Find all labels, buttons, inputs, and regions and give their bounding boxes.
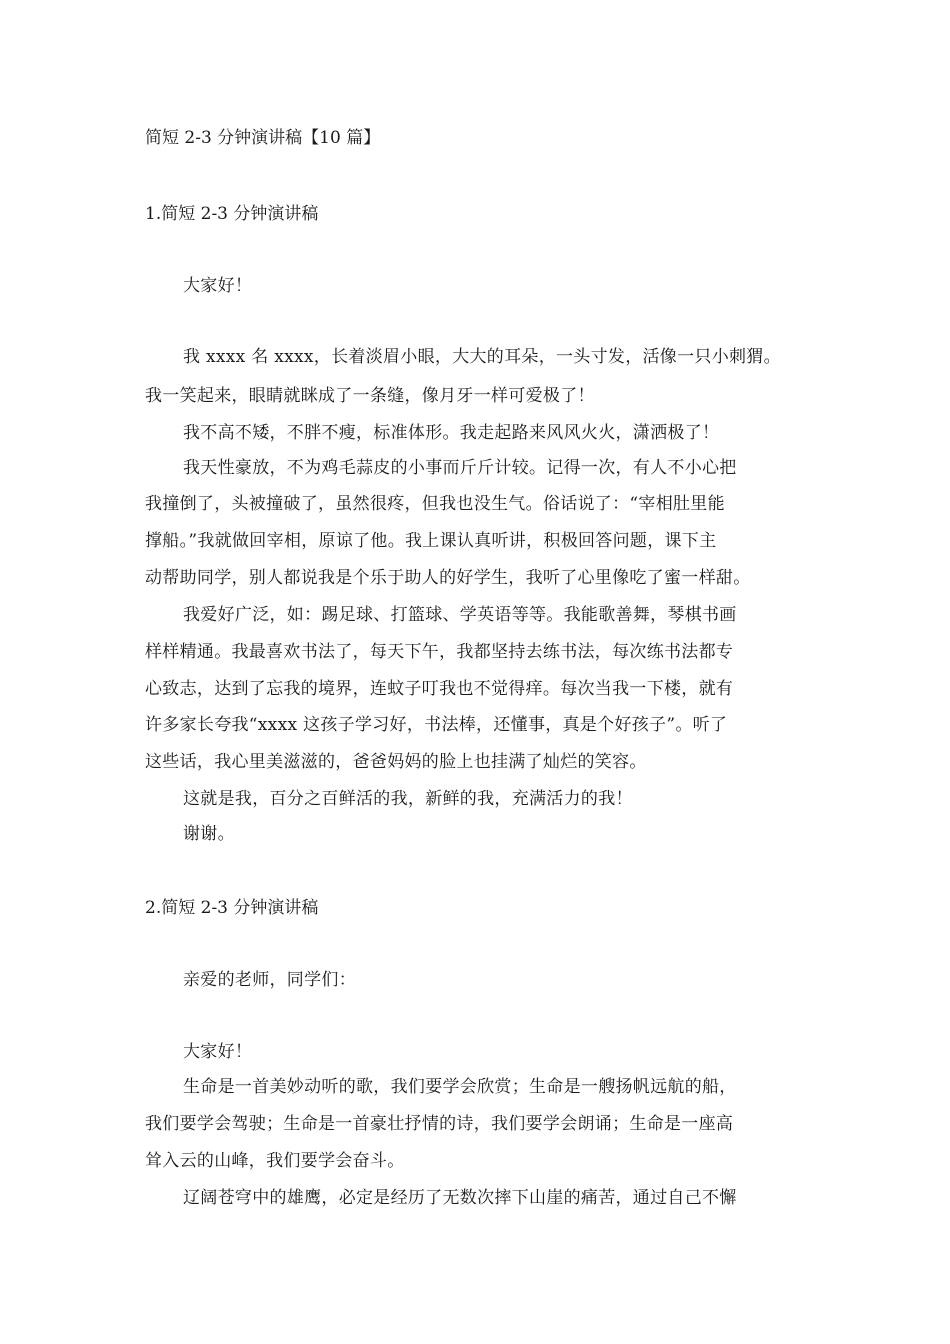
paragraph-line: 我天性豪放，不为鸡毛蒜皮的小事而斤斤计较。记得一次，有人不小心把 [183, 458, 737, 478]
paragraph-line: 大家好！ [183, 276, 253, 296]
document-title: 简短 2-3 分钟演讲稿【10 篇】 [145, 128, 381, 148]
paragraph-line: 我撞倒了，头被撞破了，虽然很疼，但我也没生气。俗话说了：“宰相肚里能 [145, 494, 725, 514]
paragraph-line: 动帮助同学，别人都说我是个乐于助人的好学生，我听了心里像吃了蜜一样甜。 [145, 568, 751, 588]
paragraph-line: 心致志，达到了忘我的境界，连蚊子叮我也不觉得痒。每次当我一下楼，就有 [145, 679, 734, 699]
paragraph-line: 我爱好广泛，如：踢足球、打篮球、学英语等等。我能歌善舞，琴棋书画 [183, 605, 737, 625]
section-heading-2: 2.简短 2-3 分钟演讲稿 [145, 898, 319, 918]
section-heading-1: 1.简短 2-3 分钟演讲稿 [145, 204, 319, 224]
paragraph-line: 我一笑起来，眼睛就眯成了一条缝，像月牙一样可爱极了！ [145, 386, 595, 406]
paragraph-line: 这就是我，百分之百鲜活的我，新鲜的我，充满活力的我！ [183, 789, 633, 809]
paragraph-line: 谢谢。 [183, 824, 235, 844]
paragraph-line: 生命是一首美妙动听的歌，我们要学会欣赏；生命是一艘扬帆远航的船， [183, 1077, 737, 1097]
paragraph-line: 这些话，我心里美滋滋的，爸爸妈妈的脸上也挂满了灿烂的笑容。 [145, 752, 647, 772]
paragraph-line: 大家好！ [183, 1042, 253, 1062]
paragraph-line: 样样精通。我最喜欢书法了，每天下午，我都坚持去练书法，每次练书法都专 [145, 642, 734, 662]
paragraph-line: 辽阔苍穹中的雄鹰，必定是经历了无数次摔下山崖的痛苦，通过自己不懈 [183, 1188, 737, 1208]
paragraph-line: 撑船。”我就做回宰相，原谅了他。我上课认真听讲，积极回答问题，课下主 [145, 531, 717, 551]
paragraph-line: 亲爱的老师，同学们： [183, 970, 356, 990]
paragraph-line: 耸入云的山峰，我们要学会奋斗。 [145, 1151, 405, 1171]
paragraph-line: 我 xxxx 名 xxxx，长着淡眉小眼，大大的耳朵，一头寸发，活像一只小刺猬。 [183, 347, 781, 367]
paragraph-line: 我不高不矮，不胖不瘦，标准体形。我走起路来风风火火，潇洒极了！ [183, 423, 720, 443]
paragraph-line: 许多家长夸我“xxxx 这孩子学习好，书法棒，还懂事，真是个好孩子”。听了 [145, 715, 728, 735]
paragraph-line: 我们要学会驾驶；生命是一首豪壮抒情的诗，我们要学会朗诵；生命是一座高 [145, 1114, 734, 1134]
